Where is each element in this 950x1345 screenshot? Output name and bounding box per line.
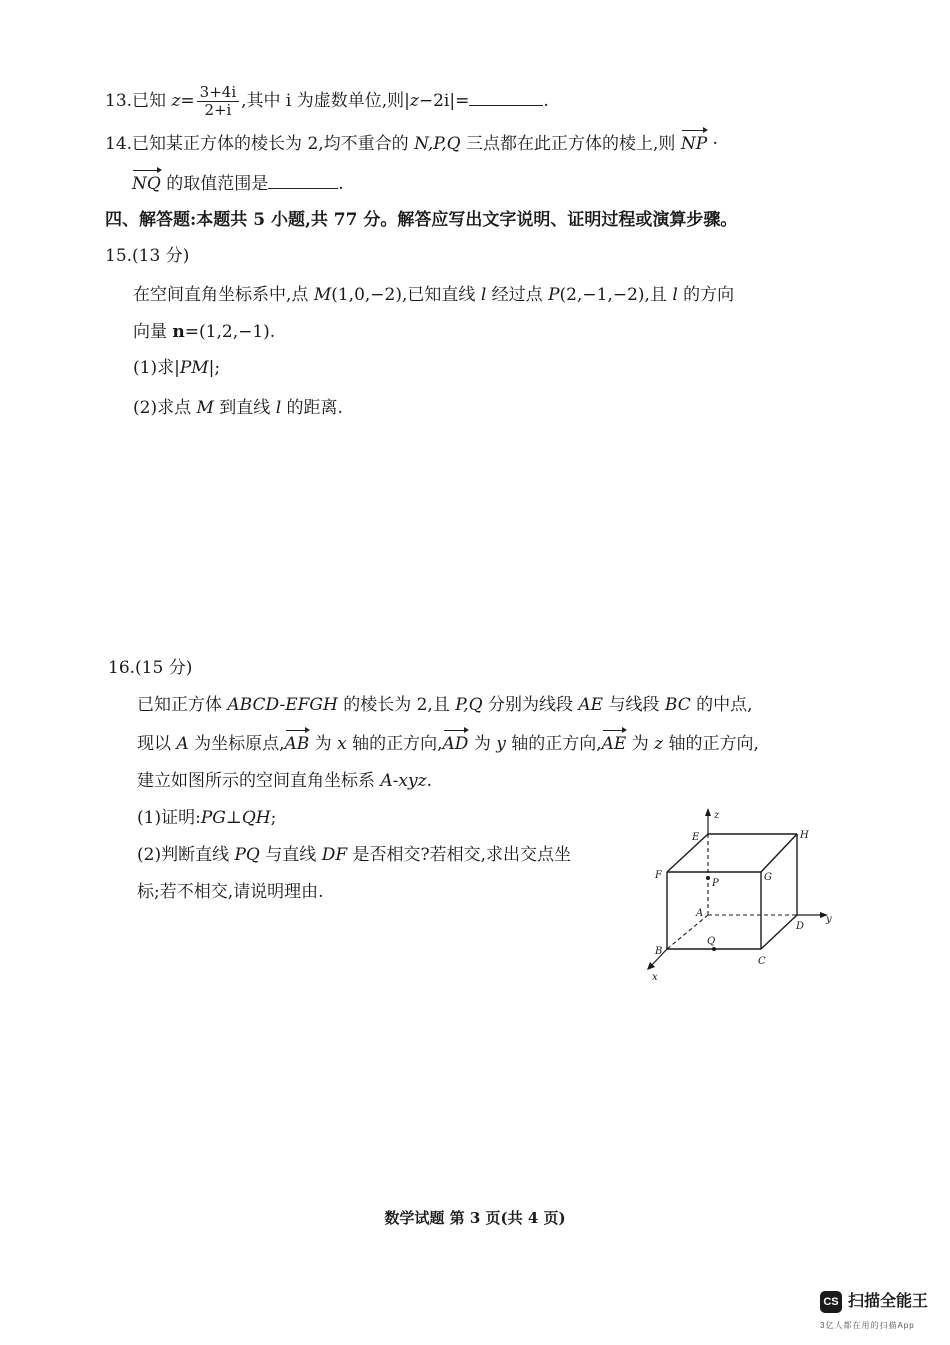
- q16-line3: [137, 769, 432, 793]
- label-b: B: [655, 946, 663, 957]
- q16-l2-h: 轴的正方向,: [663, 734, 759, 754]
- q14-vector-np: NP: [680, 134, 708, 154]
- q15-p1-pm: PM: [179, 358, 209, 378]
- q16-origin-a: A: [176, 734, 189, 754]
- q15-l1-a: 在空间直角坐标系中,点: [133, 285, 314, 305]
- q16-l1-a: 已知正方体: [137, 695, 228, 715]
- q16-axis-y: y: [496, 734, 506, 754]
- q15-p2-c: 的距离.: [281, 398, 343, 418]
- q14-dot: ·: [707, 134, 718, 154]
- q15-l1-d: (2,−1,−2),且: [559, 285, 673, 305]
- q15-part1: [133, 356, 220, 380]
- q16-p2-df: DF: [321, 845, 348, 865]
- q14-vector-nq: NQ: [132, 174, 161, 194]
- q15-line-l: l: [480, 285, 487, 305]
- q13-end: .: [543, 91, 549, 111]
- q16-points-pq: P,Q: [455, 695, 483, 715]
- label-x: x: [652, 972, 658, 983]
- label-y: y: [826, 914, 832, 925]
- q13-frac-denominator: 2+i: [204, 101, 232, 119]
- q13-tail: −2i|=: [418, 91, 470, 111]
- q16-l2-a: 现以: [137, 734, 177, 754]
- cube-figure: [640, 806, 840, 986]
- label-h: H: [800, 830, 809, 841]
- q14-prefix: 14.已知某正方体的棱长为 2,均不重合的: [105, 134, 415, 154]
- point-q-dot: [712, 947, 716, 951]
- q13-fraction: [197, 84, 239, 119]
- label-g: G: [764, 872, 772, 883]
- q16-l2-e: 为: [468, 734, 497, 754]
- q16-l1-e: 的中点,: [690, 695, 753, 715]
- q16-l3-b: .: [426, 771, 432, 791]
- q15-l2-b: =(1,2,−1).: [184, 322, 276, 342]
- q16-cube-name: ABCD-EFGH: [227, 695, 338, 715]
- label-e: E: [692, 832, 700, 843]
- q16-axis-z: z: [654, 734, 664, 754]
- q16-l1-d: 与线段: [603, 695, 665, 715]
- label-a: A: [696, 908, 704, 919]
- q14-mid: 三点都在此正方体的棱上,则: [460, 134, 681, 154]
- q15-p2-l: l: [275, 398, 282, 418]
- q16-part2-line2: 标;若不相交,请说明理由.: [137, 882, 324, 902]
- q16-p2-pq: PQ: [234, 845, 260, 865]
- q15-l1-b: (1,0,−2),已知直线: [331, 285, 481, 305]
- q13-line: [105, 84, 549, 119]
- label-p: P: [712, 878, 719, 889]
- q16-line2: [137, 732, 759, 756]
- q16-vector-ad: AD: [442, 734, 469, 754]
- label-d: D: [796, 921, 805, 932]
- q15-l2-a: 向量: [133, 322, 173, 342]
- q16-l2-d: 轴的正方向,: [346, 734, 443, 754]
- q15-line2: [133, 320, 275, 344]
- section4-heading: 四、解答题:本题共 5 小题,共 77 分。解答应写出文字说明、证明过程或演算步骤。: [105, 210, 738, 230]
- q13-prefix: 13.已知: [105, 91, 172, 111]
- q16-p1-expr: PG⊥QH: [200, 808, 271, 828]
- edge-gh: [761, 834, 797, 872]
- camscanner-slogan: 3亿人都在用的扫描App: [820, 1321, 915, 1330]
- q16-l1-c: 分别为线段: [482, 695, 579, 715]
- q15-p1-b: |;: [208, 358, 221, 378]
- q15-part2: [133, 396, 343, 420]
- q16-l1-b: 的棱长为 2,且: [337, 695, 456, 715]
- q16-p1-a: (1)证明:: [137, 808, 201, 828]
- q15-point-p: P: [548, 285, 560, 305]
- q15-line-l2: l: [672, 285, 678, 305]
- q16-p1-b: ;: [270, 808, 277, 828]
- label-q: Q: [707, 936, 716, 947]
- camscanner-logo: CS: [820, 1291, 842, 1313]
- edge-ab-dashed: [667, 915, 708, 949]
- q16-l2-f: 轴的正方向,: [505, 734, 602, 754]
- q15-p2-b: 到直线: [213, 398, 276, 418]
- q13-z2: z: [409, 91, 419, 111]
- q16-segment-ae: AE: [578, 695, 604, 715]
- q13-answer-blank: [469, 87, 543, 106]
- q13-mid: ,其中 i 为虚数单位,则|: [241, 91, 410, 111]
- q16-l3-a: 建立如图所示的空间直角坐标系: [137, 771, 381, 791]
- q13-z: z: [171, 91, 181, 111]
- q15-l1-e: 的方向: [677, 285, 735, 305]
- q16-p2-c: 是否相交?若相交,求出交点坐: [347, 845, 572, 865]
- q15-p1-a: (1)求|: [133, 358, 180, 378]
- q16-p2-a: (2)判断直线: [137, 845, 235, 865]
- q16-l2-b: 为坐标原点,: [188, 734, 285, 754]
- q14-end: .: [338, 174, 344, 194]
- q16-p2-b: 与直线: [259, 845, 322, 865]
- label-z: z: [714, 810, 720, 821]
- q13-frac-numerator: 3+4i: [197, 84, 239, 102]
- q15-p2-m: M: [196, 398, 214, 418]
- edge-cd: [761, 915, 797, 949]
- q13-eq: =: [180, 91, 195, 111]
- q15-p2-a: (2)求点: [133, 398, 197, 418]
- q16-vector-ae: AE: [601, 734, 627, 754]
- label-f: F: [655, 870, 662, 881]
- q16-coord-system: A-xyz: [380, 771, 427, 791]
- q14-answer-blank: [268, 170, 338, 189]
- q15-vector-n: n: [172, 322, 185, 342]
- q16-header: 16.(15 分): [108, 658, 193, 678]
- q14-line1: [105, 132, 718, 156]
- q14-tail: 的取值范围是: [160, 174, 269, 194]
- q16-l2-g: 为: [626, 734, 655, 754]
- q16-axis-x: x: [337, 734, 347, 754]
- q15-line1: [133, 283, 734, 307]
- q15-header: 15.(13 分): [105, 246, 190, 266]
- q14-line2: [132, 170, 344, 196]
- q16-vector-ab: AB: [284, 734, 310, 754]
- q15-point-m: M: [313, 285, 332, 305]
- label-c: C: [758, 956, 766, 967]
- q14-points: N,P,Q: [414, 134, 461, 154]
- page-footer: 数学试题 第 3 页(共 4 页): [384, 1209, 566, 1227]
- q16-part1: [137, 806, 276, 830]
- q16-l2-c: 为: [309, 734, 338, 754]
- q16-segment-bc: BC: [664, 695, 691, 715]
- axis-z-arrow: [705, 808, 711, 816]
- q15-l1-c: 经过点: [486, 285, 549, 305]
- camscanner-name: 扫描全能王: [848, 1293, 929, 1310]
- point-p-dot: [706, 876, 710, 880]
- q16-line1: [137, 693, 753, 717]
- q16-part2-line1: [137, 843, 571, 867]
- edge-fe: [667, 834, 708, 872]
